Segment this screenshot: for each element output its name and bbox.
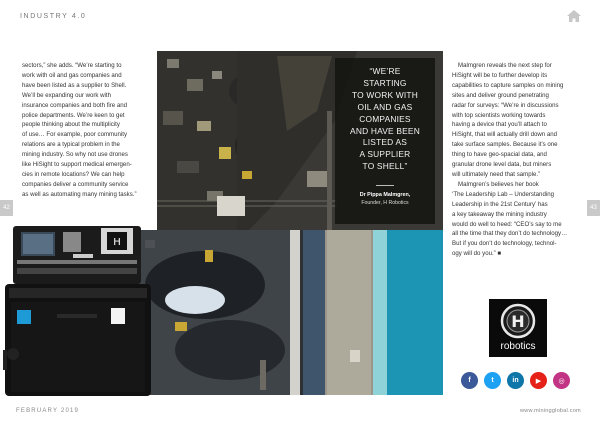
body-text: sectors,” she adds. “We’re starting to work with oil and gas companies and have been listed as a supplier to Shell. We’ll be expanding our work with insurance companies and both fire and police departments. We’re keen to get people thinking about the multiplicity of use… For example, poor community relations are a typical problem in the mining industry. So why not use drones like HiSight to support medical emergen- cies in remote locations? We can help companies deliver a community service as well as automating many mining tasks.” (22, 62, 137, 198)
section-title: INDUSTRY 4.0 (20, 13, 87, 20)
instagram-icon[interactable]: ◎ (553, 372, 570, 389)
quote-author-role: Founder, H Robotics (361, 200, 409, 206)
body-text-left-column (22, 61, 152, 200)
youtube-icon[interactable]: ▶ (530, 372, 547, 389)
facebook-icon[interactable]: f (461, 372, 478, 389)
page-number-right: 43 (587, 200, 600, 216)
footer-issue-date: FEBRUARY 2019 (16, 408, 80, 414)
logo-wordmark: robotics (500, 341, 536, 352)
body-text: Malmgren reveals the next step for HiSight will be to further develop its capabilities to capture samples on mining sites and deliver ground penetrating radar for surveys: “We’re in discussions with top scientists working towards having a device that you’ll attach to HiSight, that will actually drill down and take surface samples. Because it’s one thing to have geo-spacial data, and granular drone level data, but miners will ultimately need that sample.” (452, 62, 564, 178)
hisight-device-photo (3, 222, 153, 400)
svg-text:H: H (113, 237, 121, 248)
quote-author-name: Dr Pippa Malmgren, (359, 192, 411, 198)
linkedin-icon[interactable]: in (507, 372, 524, 389)
aerial-coastline-photo (135, 230, 443, 395)
body-text: Malmgren’s believes her book ‘The Leadership Lab – Understanding Leadership in the 21st Century’ has a key takeaway the mining industry would do well to heed: “CEO’s say to me all the time that they don’t do technology… But if you don’t do technology, technol- ogy will do you.” ■ (452, 180, 568, 258)
home-icon[interactable] (566, 9, 582, 23)
logo-letter: H (511, 312, 525, 331)
pull-quote-text: “WE’RE STARTING TO WORK WITH OIL AND GAS COMPANIES AND HAVE BEEN LISTED AS A SUPPLIER TO SHELL” (350, 66, 420, 172)
page-number-left: 42 (0, 200, 13, 216)
quote-divider (376, 185, 394, 186)
footer-website-link[interactable]: www.miningglobal.com (520, 408, 581, 414)
twitter-icon[interactable]: t (484, 372, 501, 389)
body-text-right-column (452, 61, 587, 259)
